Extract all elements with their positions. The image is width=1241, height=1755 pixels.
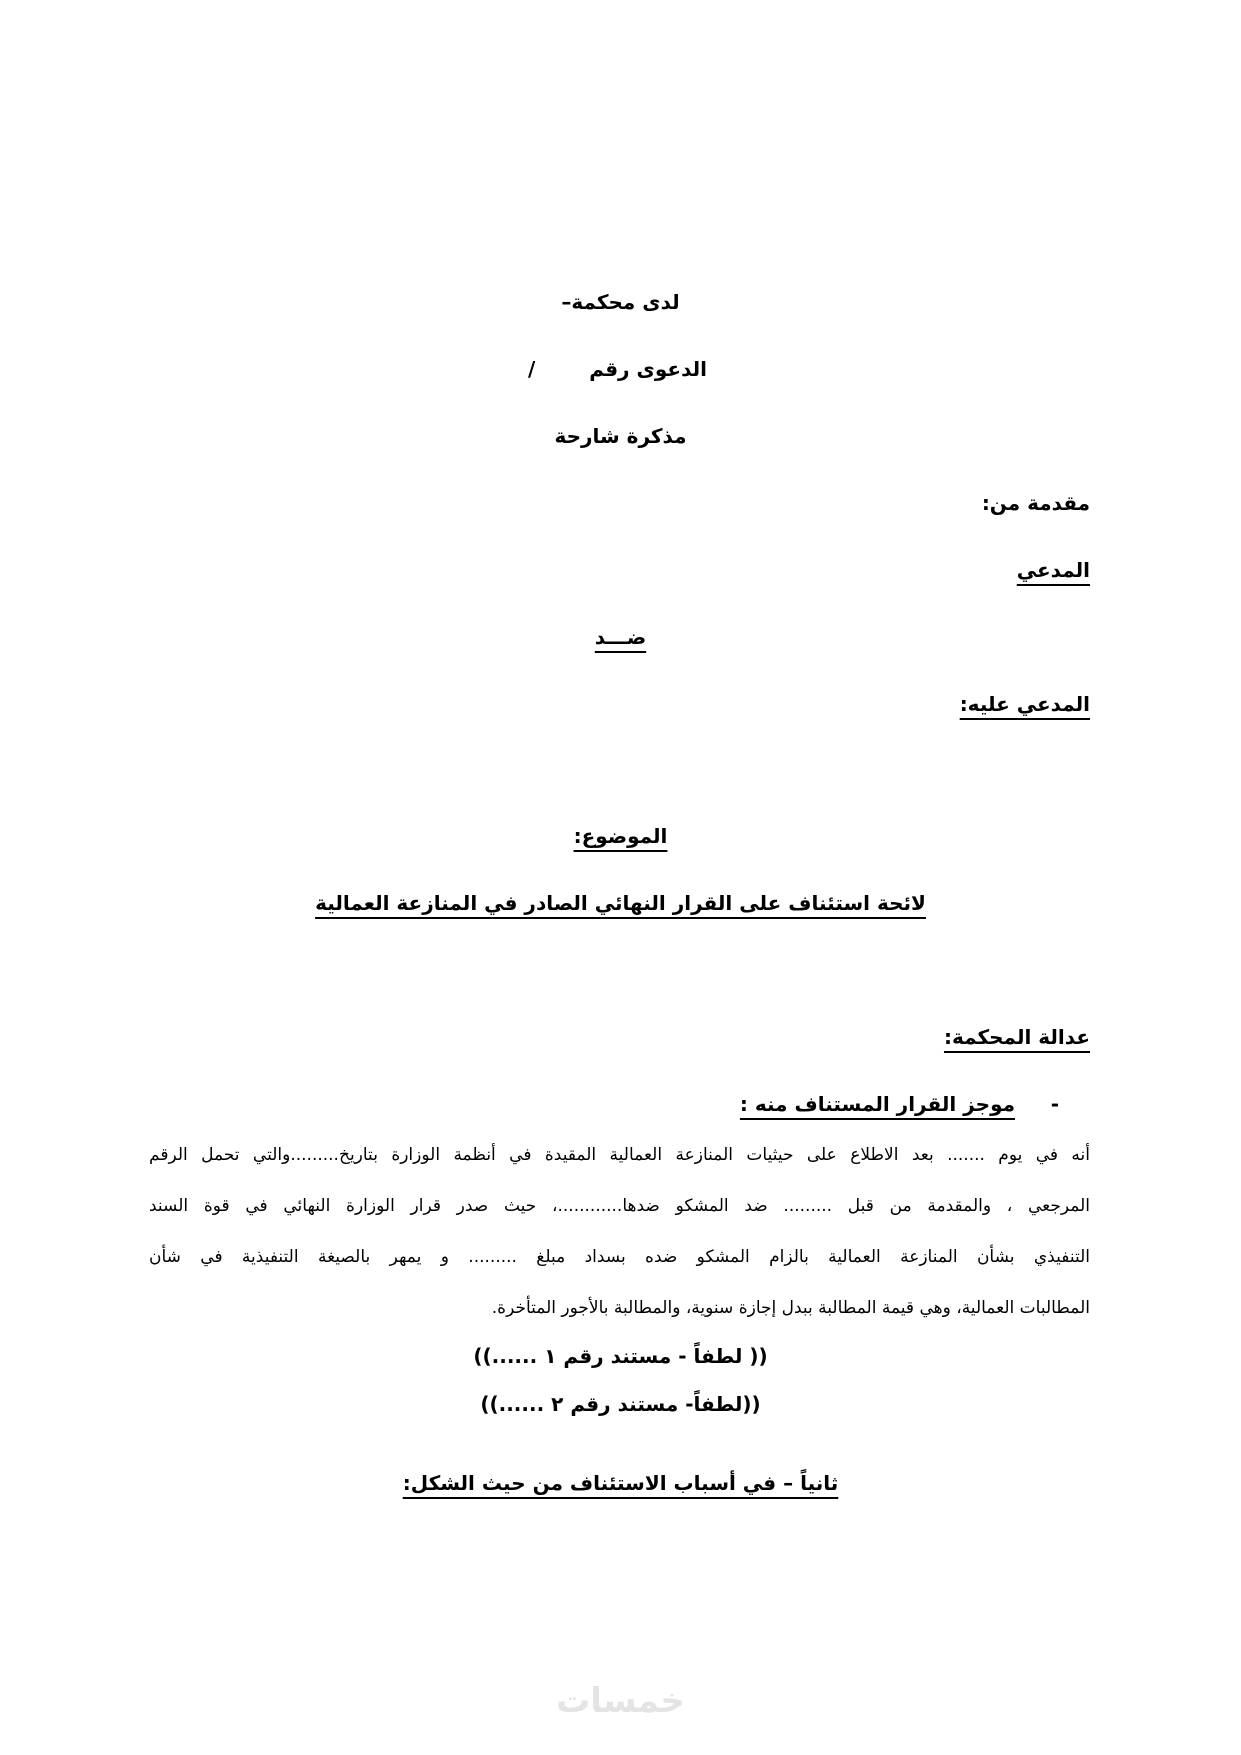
case-number-separator: / — [528, 357, 536, 381]
paragraph-line: المرجعي ، والمقدمة من قبل ......... ضد المشكو ضدها............، حيث صدر قرار الوزارة النهائي في قوة السند — [149, 1196, 1090, 1216]
plaintiff-label-text: المدعي — [1016, 558, 1090, 582]
watermark-logo: خمسات — [556, 1681, 685, 1721]
defendant-label — [960, 689, 1090, 719]
section1-heading — [740, 1089, 1015, 1119]
section1-bullet: - — [1050, 1092, 1059, 1116]
paragraph-line: المطالبات العمالية، وهي قيمة المطالبة ببدل إجازة سنوية، والمطالبة بالأجور المتأخرة. — [491, 1298, 1090, 1318]
document-reference-1-text: (( لطفاً - مستند رقم ١ ......)) — [473, 1344, 768, 1368]
document-reference-1 — [0, 1341, 1241, 1371]
subject-label-text: الموضوع: — [573, 824, 668, 848]
subject-label — [0, 821, 1241, 851]
memo-title-text: مذكرة شارحة — [554, 424, 687, 448]
court-heading-text: لدى محكمة– — [561, 290, 680, 314]
paragraph-line: التنفيذي بشأن المنازعة العمالية بالزام المشكو ضده بسداد مبلغ ......... و يمهر بالصيغة التنفيذية في شأن — [149, 1247, 1090, 1267]
versus-label — [0, 622, 1241, 652]
salutation-text: عدالة المحكمة: — [943, 1025, 1090, 1049]
section2-heading — [0, 1468, 1241, 1498]
section1-heading-text: موجز القرار المستناف منه : — [739, 1092, 1015, 1116]
versus-label-text: ضـــد — [594, 625, 647, 649]
subject-title — [0, 888, 1241, 918]
document-reference-2 — [0, 1389, 1241, 1419]
document-reference-2-text: ((لطفاً- مستند رقم ٢ ......)) — [480, 1392, 761, 1416]
court-heading — [0, 287, 1241, 317]
case-number-label: الدعوى رقم — [589, 357, 707, 381]
section2-heading-text: ثانياً – في أسباب الاستئناف من حيث الشكل: — [402, 1471, 839, 1495]
section1-paragraph — [149, 1130, 1090, 1334]
paragraph-line: أنه في يوم ....... بعد الاطلاع على حيثيات المنازعة العمالية المقيدة في أنظمة الوزارة بتاريخ.........والتي تحمل الرقم — [149, 1145, 1090, 1165]
plaintiff-label — [1017, 555, 1090, 585]
defendant-label-text: المدعي عليه: — [959, 692, 1090, 716]
submitted-by-label: مقدمة من: — [981, 491, 1090, 515]
subject-title-text: لائحة استئناف على القرار النهائي الصادر في المنازعة العمالية — [315, 891, 926, 915]
memo-title — [0, 421, 1241, 451]
salutation — [944, 1022, 1090, 1052]
